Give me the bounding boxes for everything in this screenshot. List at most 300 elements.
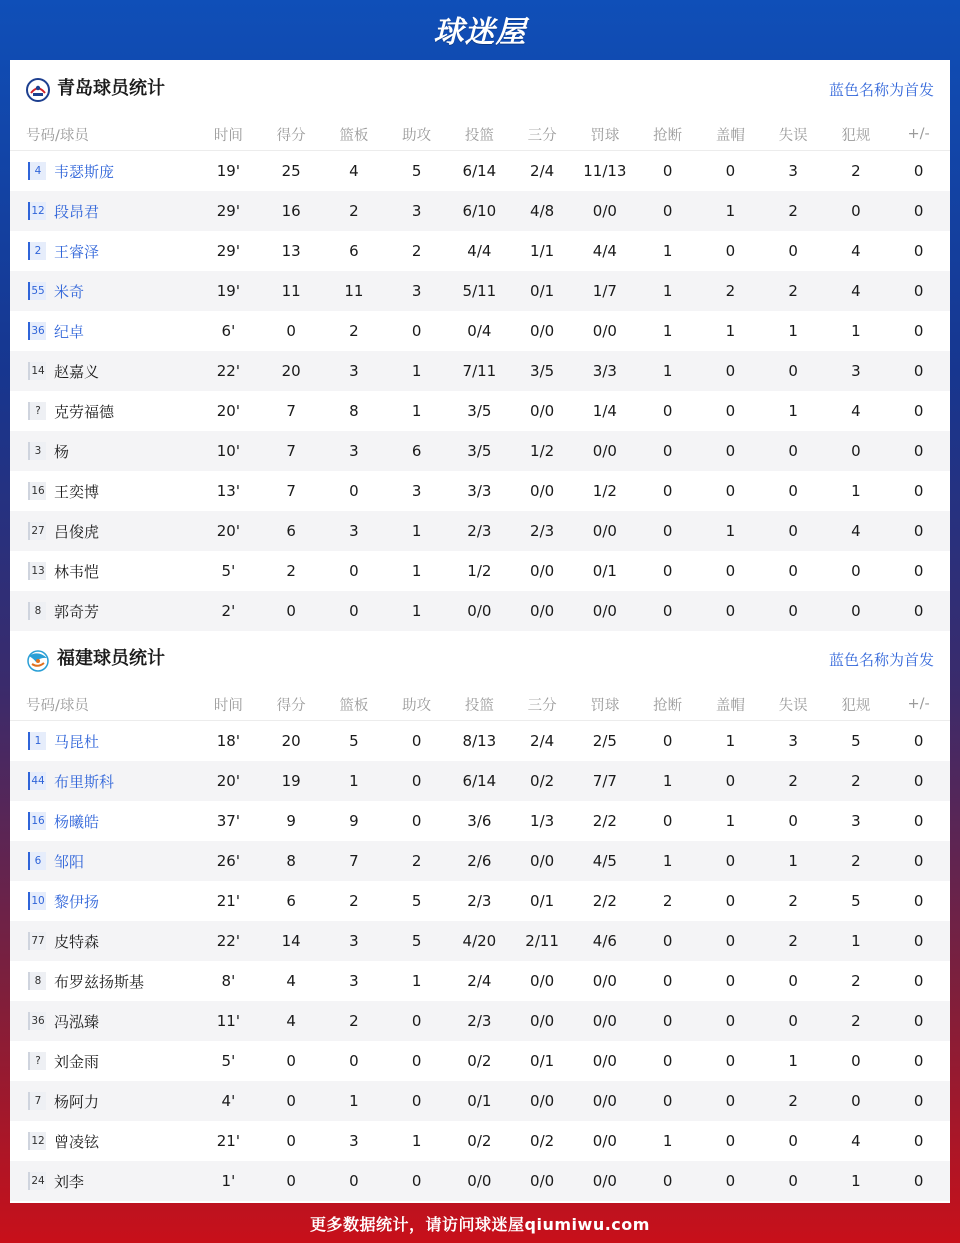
stat-blocks: 0	[699, 591, 762, 631]
stat-turnovers: 0	[788, 562, 798, 580]
stat-points: 19	[260, 761, 323, 801]
jersey-number-badge: 7	[28, 1092, 46, 1110]
stat-time: 5'	[221, 1052, 236, 1070]
stat-blocks: 1	[699, 511, 762, 551]
stat-fg: 6/14	[462, 162, 497, 180]
player-row	[10, 761, 950, 801]
stat-rebounds: 0	[349, 482, 359, 500]
stat-ft: 2/2	[592, 812, 617, 830]
player-cell	[10, 961, 197, 1001]
player-cell	[10, 1041, 197, 1081]
stat-blocks: 0	[699, 351, 762, 391]
stat-blocks: 0	[699, 431, 762, 471]
stat-rebounds: 3	[323, 511, 386, 551]
stat-steals: 0	[662, 732, 673, 750]
stat-rebounds: 11	[323, 271, 386, 311]
stat-fg: 3/3	[467, 482, 492, 500]
stat-fg: 0/0	[448, 591, 511, 631]
stat-fg: 2/6	[448, 841, 511, 881]
stat-turnovers: 3	[788, 732, 798, 750]
stat-steals: 1	[636, 761, 699, 801]
stat-fouls: 5	[851, 892, 861, 910]
stat-steals: 0	[662, 482, 673, 500]
stat-time: 29'	[197, 191, 260, 231]
stat-steals: 1	[636, 271, 699, 311]
stat-steals: 0	[636, 191, 699, 231]
stat-fouls: 1	[851, 482, 861, 500]
stat-time: 4'	[197, 1081, 260, 1121]
col-header-fg: 投篮	[448, 688, 511, 721]
player-cell	[10, 231, 197, 271]
section-title: 福建球员统计	[57, 648, 165, 669]
stat-3pt: 3/5	[511, 351, 574, 391]
player-row	[10, 551, 950, 591]
player-name: 林韦恺	[54, 562, 100, 581]
stat-rebounds: 2	[323, 191, 386, 231]
stat-turnovers: 0	[762, 351, 825, 391]
player-cell	[10, 551, 197, 591]
stat-assists: 5	[411, 162, 422, 180]
player-name: 王奕博	[54, 482, 100, 501]
stat-blocks: 0	[699, 1161, 762, 1201]
player-cell	[10, 801, 197, 841]
stat-points: 13	[281, 242, 301, 260]
qingdao-team-logo-icon	[26, 78, 50, 102]
stat-fg: 0/2	[467, 1132, 492, 1150]
player-name: 米奇	[54, 282, 85, 301]
stat-ft: 4/4	[592, 242, 617, 260]
stat-turnovers: 3	[788, 162, 798, 180]
stat-fouls: 0	[825, 431, 888, 471]
col-header-fouls: 犯规	[825, 688, 888, 721]
stat-ft: 0/0	[574, 191, 637, 231]
player-cell	[10, 921, 197, 961]
stat-blocks: 0	[725, 562, 736, 580]
stat-rebounds: 5	[349, 732, 359, 750]
stat-rebounds: 0	[349, 562, 359, 580]
stat-points: 11	[260, 271, 323, 311]
player-cell	[10, 881, 197, 921]
stat-fouls: 3	[825, 351, 888, 391]
stat-fouls: 2	[825, 1001, 888, 1041]
stat-turnovers: 0	[762, 591, 825, 631]
stat-time: 21'	[216, 1132, 240, 1150]
stat-plus-minus: 0	[913, 322, 924, 340]
stat-assists: 0	[411, 732, 422, 750]
stat-fouls: 5	[851, 732, 861, 750]
stat-ft: 7/7	[574, 761, 637, 801]
stat-ft: 0/0	[574, 431, 637, 471]
stat-time: 10'	[197, 431, 260, 471]
player-row	[10, 431, 950, 471]
jersey-number-badge: 12	[28, 202, 46, 220]
stat-points: 14	[260, 921, 323, 961]
stat-steals: 1	[662, 242, 673, 260]
stat-plus-minus: 0	[913, 892, 924, 910]
stat-ft: 0/0	[592, 322, 617, 340]
stat-fouls: 2	[851, 162, 861, 180]
stat-assists: 1	[411, 402, 422, 420]
stat-assists: 6	[385, 431, 448, 471]
col-header-turnovers: 失误	[762, 118, 825, 151]
stat-fg: 8/13	[462, 732, 497, 750]
stat-plus-minus: 0	[887, 841, 950, 881]
player-row	[10, 351, 950, 391]
stat-fouls: 3	[851, 812, 861, 830]
player-name: 吕俊虎	[54, 522, 100, 541]
player-name: 杨阿力	[54, 1092, 100, 1111]
player-name: 曾凌铉	[54, 1132, 100, 1151]
stat-plus-minus: 0	[887, 431, 950, 471]
stat-3pt: 2/11	[511, 921, 574, 961]
stat-ft: 4/6	[574, 921, 637, 961]
stat-points: 0	[260, 1161, 323, 1201]
stat-3pt: 0/0	[511, 1081, 574, 1121]
stat-fouls: 4	[851, 242, 861, 260]
stat-steals: 0	[662, 812, 673, 830]
section-header	[10, 60, 950, 118]
stat-rebounds: 3	[349, 972, 359, 990]
stat-turnovers: 0	[788, 482, 798, 500]
stat-time: 1'	[197, 1161, 260, 1201]
player-name: 郭奇芳	[54, 602, 100, 621]
jersey-number-badge: 8	[28, 972, 46, 990]
jersey-number-badge: 6	[28, 852, 46, 870]
player-row	[10, 1081, 950, 1121]
col-header-player: 号码/球员	[10, 688, 197, 721]
player-row	[10, 231, 950, 271]
stat-turnovers: 0	[788, 1132, 798, 1150]
stat-turnovers: 0	[762, 1161, 825, 1201]
player-cell	[10, 1081, 197, 1121]
stat-turnovers: 2	[762, 761, 825, 801]
col-header-fouls: 犯规	[825, 118, 888, 151]
starter-legend-note: 蓝色名称为首发	[828, 81, 934, 99]
stat-ft: 0/0	[574, 1081, 637, 1121]
stat-plus-minus: 0	[887, 591, 950, 631]
jersey-number-badge: 36	[28, 322, 46, 340]
stat-time: 20'	[197, 761, 260, 801]
stat-blocks: 0	[699, 841, 762, 881]
player-name: 刘金雨	[54, 1052, 100, 1071]
stat-time: 2'	[197, 591, 260, 631]
player-row	[10, 191, 950, 231]
stat-blocks: 1	[725, 732, 736, 750]
col-header-player: 号码/球员	[10, 118, 197, 151]
stat-time: 19'	[216, 162, 240, 180]
stat-blocks: 1	[725, 322, 736, 340]
stat-steals: 0	[662, 972, 673, 990]
stat-steals: 0	[662, 562, 673, 580]
stat-plus-minus: 0	[913, 812, 924, 830]
stat-blocks: 0	[725, 482, 736, 500]
stat-assists: 0	[385, 1081, 448, 1121]
stat-fouls: 2	[825, 761, 888, 801]
stat-3pt: 0/0	[530, 972, 555, 990]
starter-legend-note: 蓝色名称为首发	[828, 651, 934, 669]
stat-turnovers: 0	[762, 431, 825, 471]
team-section-qingdao	[10, 60, 950, 631]
stat-assists: 3	[385, 271, 448, 311]
stat-steals: 1	[636, 841, 699, 881]
player-name: 皮特森	[54, 932, 100, 951]
player-row	[10, 1121, 950, 1161]
stat-steals: 1	[662, 1132, 673, 1150]
table-header-row	[10, 118, 950, 151]
player-name: 刘李	[54, 1172, 85, 1191]
jersey-number-badge: 16	[28, 482, 46, 500]
stat-3pt: 2/4	[530, 162, 555, 180]
stat-fg: 0/0	[448, 1161, 511, 1201]
stat-plus-minus: 0	[913, 242, 924, 260]
stat-3pt: 0/0	[530, 482, 555, 500]
stat-ft: 1/4	[592, 402, 617, 420]
stat-ft: 0/0	[574, 591, 637, 631]
stat-rebounds: 0	[349, 1052, 359, 1070]
stat-assists: 3	[411, 482, 422, 500]
player-cell	[10, 1121, 197, 1161]
stat-3pt: 0/1	[530, 892, 555, 910]
stat-fouls: 1	[851, 322, 861, 340]
stat-points: 4	[260, 1001, 323, 1041]
stat-3pt: 1/1	[530, 242, 555, 260]
stat-steals: 0	[636, 591, 699, 631]
stat-fg: 2/3	[448, 511, 511, 551]
stat-ft: 0/0	[592, 1132, 617, 1150]
stat-turnovers: 1	[788, 402, 798, 420]
stat-rebounds: 3	[323, 921, 386, 961]
player-cell	[10, 1161, 197, 1201]
player-stats-table	[10, 688, 950, 1201]
stat-fouls: 4	[825, 511, 888, 551]
jersey-number-badge: 55	[28, 282, 46, 300]
stat-plus-minus: 0	[913, 732, 924, 750]
jersey-number-badge: 1	[28, 732, 46, 750]
stat-rebounds: 1	[323, 1081, 386, 1121]
stat-ft: 0/0	[574, 1161, 637, 1201]
stat-3pt: 1/2	[511, 431, 574, 471]
stat-assists: 0	[411, 322, 422, 340]
stat-fouls: 1	[825, 1161, 888, 1201]
player-row	[10, 961, 950, 1001]
stat-fg: 5/11	[448, 271, 511, 311]
stat-fouls: 0	[851, 562, 861, 580]
stat-time: 13'	[216, 482, 240, 500]
stat-rebounds: 3	[323, 351, 386, 391]
stat-rebounds: 1	[323, 761, 386, 801]
stat-3pt: 0/0	[511, 841, 574, 881]
stat-rebounds: 0	[323, 1161, 386, 1201]
col-header-turnovers: 失误	[762, 688, 825, 721]
jersey-number-badge: 77	[28, 932, 46, 950]
stat-plus-minus: 0	[887, 351, 950, 391]
stat-rebounds: 2	[349, 322, 359, 340]
stat-assists: 3	[385, 191, 448, 231]
stat-steals: 2	[662, 892, 673, 910]
stat-steals: 0	[636, 1081, 699, 1121]
stat-blocks: 1	[725, 812, 736, 830]
jersey-number-badge: 16	[28, 812, 46, 830]
stat-blocks: 0	[725, 242, 736, 260]
stat-points: 0	[286, 322, 296, 340]
jersey-number-badge: 4	[28, 162, 46, 180]
stat-assists: 1	[411, 1132, 422, 1150]
stat-fg: 0/1	[448, 1081, 511, 1121]
stat-assists: 0	[385, 761, 448, 801]
stat-plus-minus: 0	[887, 191, 950, 231]
stat-fg: 4/20	[448, 921, 511, 961]
player-name: 马昆杜	[54, 732, 100, 751]
player-cell	[10, 471, 197, 511]
player-cell	[10, 191, 197, 231]
stat-3pt: 0/2	[530, 1132, 555, 1150]
jersey-number-badge: 8	[28, 602, 46, 620]
section-header	[10, 630, 950, 688]
player-cell	[10, 351, 197, 391]
player-name: 韦瑟斯庞	[54, 162, 115, 181]
section-title: 青岛球员统计	[57, 78, 165, 99]
stat-rebounds: 7	[323, 841, 386, 881]
stat-assists: 5	[385, 921, 448, 961]
player-cell	[10, 761, 197, 801]
stat-ft: 1/2	[592, 482, 617, 500]
stat-time: 37'	[216, 812, 240, 830]
stat-points: 0	[260, 1081, 323, 1121]
stat-turnovers: 0	[788, 812, 798, 830]
stat-assists: 0	[385, 1001, 448, 1041]
player-cell	[10, 591, 197, 631]
jersey-number-badge: 3	[28, 442, 46, 460]
stat-steals: 0	[662, 1052, 673, 1070]
stat-fg: 2/3	[467, 892, 492, 910]
stat-time: 22'	[197, 351, 260, 391]
stat-assists: 0	[411, 1052, 422, 1070]
col-header-points: 得分	[260, 688, 323, 721]
stat-plus-minus: 0	[913, 1132, 924, 1150]
player-row	[10, 391, 950, 431]
player-name: 邹阳	[54, 852, 85, 871]
player-cell	[10, 511, 197, 551]
col-header-assists: 助攻	[385, 118, 448, 151]
jersey-number-badge: 24	[28, 1172, 46, 1190]
stat-turnovers: 0	[762, 1001, 825, 1041]
stat-fg: 2/3	[448, 1001, 511, 1041]
stat-fg: 3/6	[467, 812, 492, 830]
stat-ft: 11/13	[583, 162, 627, 180]
player-row	[10, 311, 950, 351]
stat-time: 8'	[221, 972, 236, 990]
player-cell	[10, 311, 197, 351]
player-row	[10, 271, 950, 311]
stat-fg: 3/5	[448, 431, 511, 471]
col-header-blocks: 盖帽	[699, 688, 762, 721]
player-row	[10, 801, 950, 841]
stat-steals: 1	[636, 351, 699, 391]
stat-fg: 0/4	[467, 322, 492, 340]
stat-3pt: 0/1	[530, 1052, 555, 1070]
jersey-number-badge: 44	[28, 772, 46, 790]
stat-blocks: 1	[699, 191, 762, 231]
stat-plus-minus: 0	[887, 921, 950, 961]
col-header-3pt: 三分	[511, 118, 574, 151]
player-name: 王睿泽	[54, 242, 100, 261]
col-header-plus-minus: +/-	[887, 688, 950, 721]
player-name: 赵嘉义	[54, 362, 100, 381]
player-row	[10, 591, 950, 631]
stat-steals: 0	[636, 921, 699, 961]
footer-banner	[0, 1203, 960, 1243]
stat-steals: 0	[662, 402, 673, 420]
stat-points: 2	[286, 562, 296, 580]
player-row	[10, 1001, 950, 1041]
stat-fouls: 0	[825, 1081, 888, 1121]
stat-ft: 2/2	[592, 892, 617, 910]
player-name: 冯泓臻	[54, 1012, 100, 1031]
stat-3pt: 0/0	[511, 1001, 574, 1041]
stat-fouls: 4	[851, 402, 861, 420]
stat-blocks: 0	[699, 1001, 762, 1041]
stat-plus-minus: 0	[913, 562, 924, 580]
stat-fg: 2/4	[467, 972, 492, 990]
col-header-steals: 抢断	[636, 688, 699, 721]
stat-ft: 4/5	[574, 841, 637, 881]
stat-ft: 0/0	[592, 972, 617, 990]
stat-rebounds: 6	[349, 242, 359, 260]
player-row	[10, 511, 950, 551]
stat-plus-minus: 0	[913, 402, 924, 420]
col-header-time: 时间	[197, 688, 260, 721]
stat-fg: 7/11	[448, 351, 511, 391]
stat-turnovers: 1	[788, 322, 798, 340]
col-header-points: 得分	[260, 118, 323, 151]
stat-plus-minus: 0	[887, 761, 950, 801]
stat-time: 21'	[216, 892, 240, 910]
col-header-ft: 罚球	[574, 688, 637, 721]
player-name: 克劳福德	[54, 402, 115, 421]
stat-fg: 6/14	[448, 761, 511, 801]
footer-text: 更多数据统计，请访问球迷屋qiumiwu.com	[310, 1214, 650, 1234]
stat-blocks: 0	[699, 921, 762, 961]
stat-plus-minus: 0	[887, 1161, 950, 1201]
stat-3pt: 0/0	[530, 402, 555, 420]
col-header-blocks: 盖帽	[699, 118, 762, 151]
stat-turnovers: 2	[788, 892, 798, 910]
jersey-number-badge: 13	[28, 562, 46, 580]
stat-turnovers: 2	[762, 191, 825, 231]
col-header-3pt: 三分	[511, 688, 574, 721]
stat-blocks: 0	[699, 1081, 762, 1121]
stat-3pt: 0/0	[511, 591, 574, 631]
player-name: 纪卓	[54, 322, 85, 341]
stat-3pt: 0/0	[530, 562, 555, 580]
stat-time: 26'	[197, 841, 260, 881]
stat-ft: 0/1	[592, 562, 617, 580]
player-row	[10, 841, 950, 881]
stat-3pt: 2/3	[511, 511, 574, 551]
stat-turnovers: 2	[762, 921, 825, 961]
jersey-number-badge: 12	[28, 1132, 46, 1150]
player-row	[10, 921, 950, 961]
stat-ft: 0/0	[574, 511, 637, 551]
stat-plus-minus: 0	[887, 1001, 950, 1041]
stat-ft: 3/3	[574, 351, 637, 391]
player-name: 布罗兹扬斯基	[54, 972, 145, 991]
stat-3pt: 4/8	[511, 191, 574, 231]
stat-points: 0	[286, 1052, 296, 1070]
stat-plus-minus: 0	[887, 1081, 950, 1121]
stats-card	[10, 60, 950, 1203]
stat-points: 9	[286, 812, 296, 830]
